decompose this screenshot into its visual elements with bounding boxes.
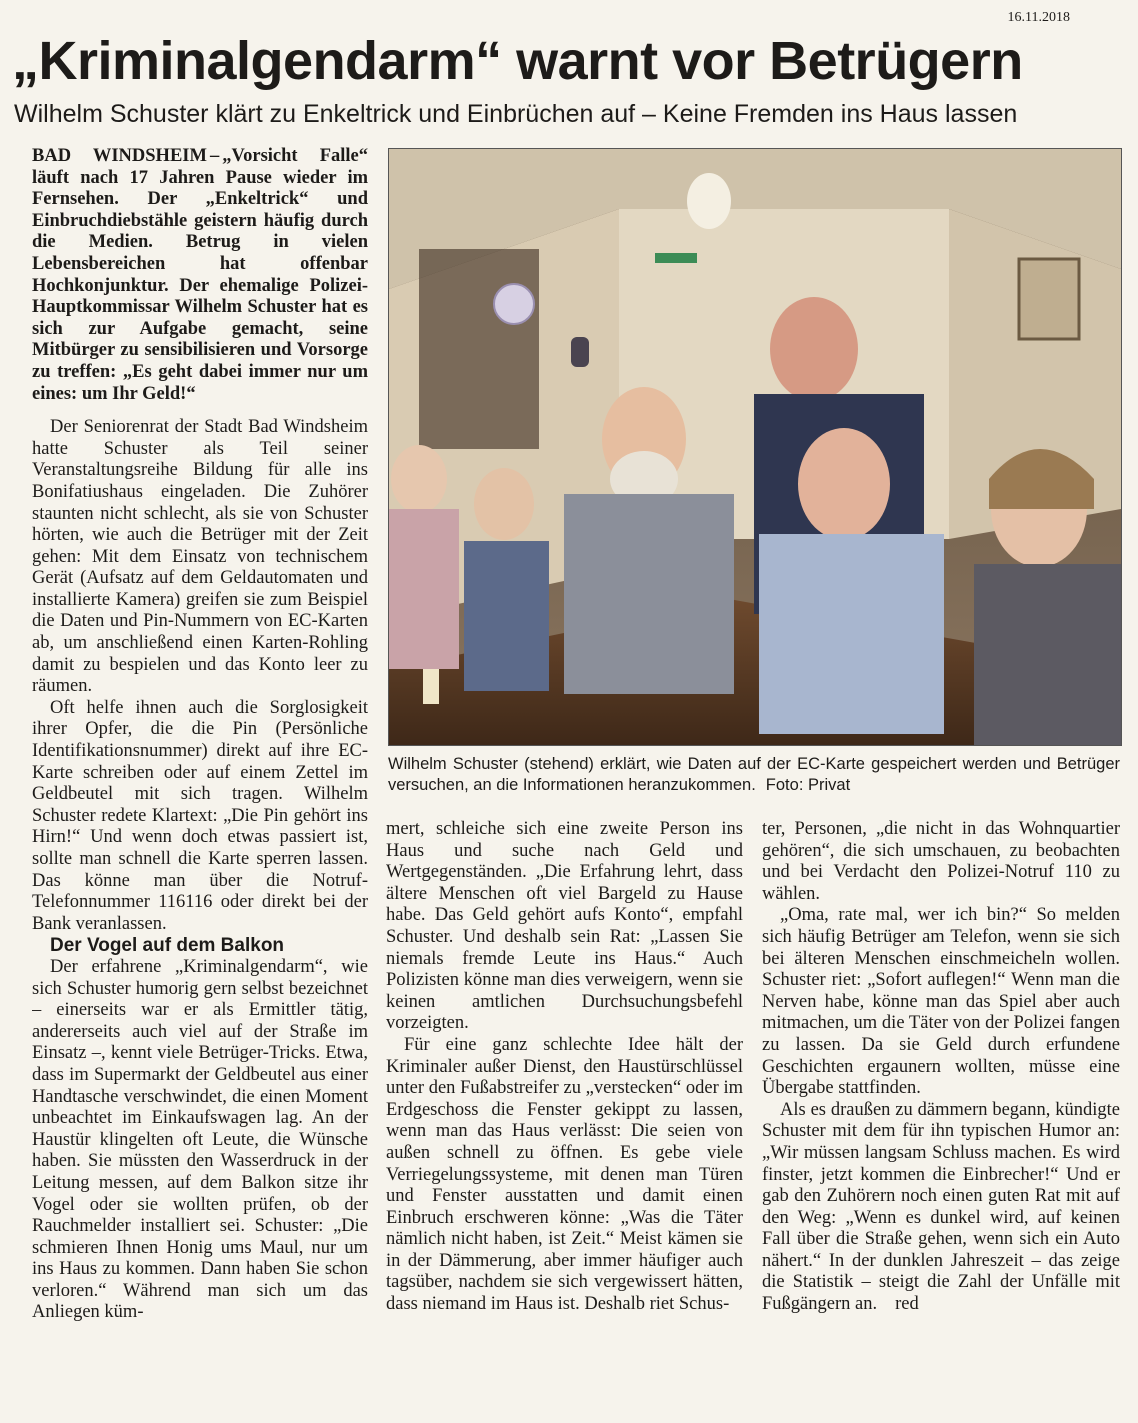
publication-date: 16.11.2018 bbox=[1007, 10, 1070, 25]
body-paragraph: Oft helfe ihnen auch die Sorglosigkeit ihrer Opfer, die die Pin (Persönliche Identifikationsnummer) direkt auf ihre EC-Karte schreiben oder auf einem Zettel im Geldbeutel mit sich tragen. Wilhelm Schuster redete Klartext: „Die Pin gehört ins Hirn!“ Und wenn doch etwas passiert ist, sollte man schnell die Karte sperren lassen. Das könne man über die Notruf-Telefonnummer 116116 oder direkt bei der Bank veranlassen. bbox=[32, 697, 368, 934]
wall-clock-shape bbox=[494, 284, 534, 324]
body-paragraph: ter, Personen, „die nicht in das Wohnquartier gehören“, die sich umschauen, zu beobachten und bei Verdacht den Polizei-Notruf 110 zu wählen. bbox=[762, 819, 1120, 904]
photo-illustration bbox=[389, 149, 1121, 745]
article-column-1 bbox=[32, 146, 368, 1376]
article-photo bbox=[388, 148, 1122, 746]
dateline-separator: – bbox=[209, 146, 220, 166]
body-paragraph: Der erfahrene „Kriminalgendarm“, wie sich Schuster humorig gern selbst bezeichnet – einerseits war er als Ermittler tätig, andererseits auch viel auf der Straße im Einsatz –, kennt viele Betrüger-Tricks. Etwa, dass im Supermarkt der Geldbeutel aus einer Handtasche verschwindet, die einen Moment unbeachtet im Einkaufswagen lag. An der Haustür klingelten oft Leute, die Wünsche haben. Sie müssten den Wasserdruck in der Leitung messen, auf dem Balkon sitze ihr Vogel oder sie wollten prüfen, ob der Rauchmelder installiert sei. Schuster: „Die schmieren Ihnen Honig ums Maul, nur um ins Haus zu kommen. Dann haben Sie schon verloren.“ Während man sich um das Anliegen küm- bbox=[32, 956, 368, 1323]
article-column-3 bbox=[762, 819, 1120, 1379]
photo-caption bbox=[388, 754, 1120, 796]
subheadline: Wilhelm Schuster klärt zu Enkeltrick und Einbrüchen auf – Keine Fremden ins Haus lassen bbox=[14, 100, 1018, 128]
dateline-place: BAD WINDSHEIM bbox=[32, 146, 207, 166]
body-paragraph: mert, schleiche sich eine zweite Person ins Haus und suche nach Geld und Wertgegenständen. „Die Erfahrung lehrt, dass ältere Menschen oft viel Bargeld zu Hause habe. Das Geld gehört aufs Konto“, empfahl Schuster. Und deshalb sein Rat: „Lassen Sie niemals fremde Leute ins Haus.“ Auch Polizisten könne man dies verweigern, wenn sie keinen amtlichen Durchsuchungsbefehl vorzeigten. bbox=[386, 819, 743, 1034]
photo-credit: Foto: Privat bbox=[765, 776, 851, 794]
article-column-2 bbox=[386, 819, 743, 1379]
ceiling-lamp-shape bbox=[687, 173, 731, 229]
body-paragraph: Für eine ganz schlechte Idee hält der Kriminaler außer Dienst, den Haustürschlüssel unter den Fußabstreifer zu „verstecken“ oder im Erdgeschoss die Fenster gekippt zu lassen, wenn man das Haus verlässt: Die seien von außen schnell zu öffnen. Es gebe viele Verriegelungssysteme, mit denen man Türen und Fenster ausstatten und damit einen Einbruch erschweren könne: „Was die Täter nämlich nicht haben, ist Zeit.“ Meist kämen sie in der Dämmerung, aber immer häufiger auch tagsüber, nachdem sie sich vergewissert hätten, dass niemand im Haus ist. Deshalb riet Schus- bbox=[386, 1034, 743, 1315]
body-paragraph: „Oma, rate mal, wer ich bin?“ So melden sich häufig Betrüger am Telefon, wenn sie sich bei älteren Menschen einschmeicheln wollen. Schuster riet: „Sofort auflegen!“ Wenn man die Nerven habe, könne man das Spiel aber auch mitmachen, um die Täter von der Polizei fangen zu lassen. Da sie Geld durch erfundene Geschichten ergaunern wollten, müsse eine Übergabe stattfinden. bbox=[762, 905, 1120, 1099]
lead-paragraph bbox=[32, 146, 368, 405]
author-signature: red bbox=[895, 1294, 919, 1315]
lead-text: „Vorsicht Falle“ läuft nach 17 Jahren Pause wieder im Fernsehen. Der „Enkeltrick“ und Einbruchdiebstähle geistern häufig durch die Medien. Betrug in vielen Lebensbereichen hat offenbar Hochkonjunktur. Der ehemalige Polizei-Hauptkommissar Wilhelm Schuster hat es sich zur Aufgabe gemacht, seine Mitbürger zu sensibilisieren und Vorsorge zu treffen: „Es geht dabei immer nur um eines: um Ihr Geld!“ bbox=[32, 146, 368, 404]
headline: „Kriminalgendarm“ warnt vor Betrügern bbox=[12, 31, 1023, 91]
body-paragraph bbox=[762, 1100, 1120, 1316]
body-paragraph: Der Seniorenrat der Stadt Bad Windsheim hatte Schuster als Teil seiner Veranstaltungsreihe Bildung für alle ins Bonifatiushaus eingeladen. Die Zuhörer staunten nicht schlecht, als sie von Schuster hörten, wie auch die Betrüger mit der Zeit gehen: Mit dem Einsatz von technischem Gerät (Aufsatz auf dem Geldautomaten und installierte Kamera) greifen sie zum Beispiel die Daten und Pin-Nummern von EC-Karten ab, um anschließend einen Karten-Rohling damit zu bespielen und das Konto leer zu räumen. bbox=[32, 417, 368, 697]
last-paragraph-text: Als es draußen zu dämmern begann, kündigte Schuster mit dem für ihn typischen Humor an: „Wir müssen langsam Schluss machen. Es wird finster, jetzt kommen die Einbrecher!“ Und er gab den Zuhörern noch einen guten Rat mit auf den Weg: „Wenn es dunkel wird, auf keinen Fall über die Straße gehen, wenn sich ein Auto nähert.“ In der dunklen Jahreszeit – das zeige die Statistik – steigt die Zahl der Unfälle mit Fußgängern an. bbox=[762, 1099, 1120, 1315]
section-subheading: Der Vogel auf dem Balkon bbox=[50, 935, 285, 957]
caption-text: Wilhelm Schuster (stehend) erklärt, wie Daten auf der EC-Karte gespeichert werden und Betrüger versuchen, an die Informationen heranzukommen. bbox=[388, 755, 1120, 794]
